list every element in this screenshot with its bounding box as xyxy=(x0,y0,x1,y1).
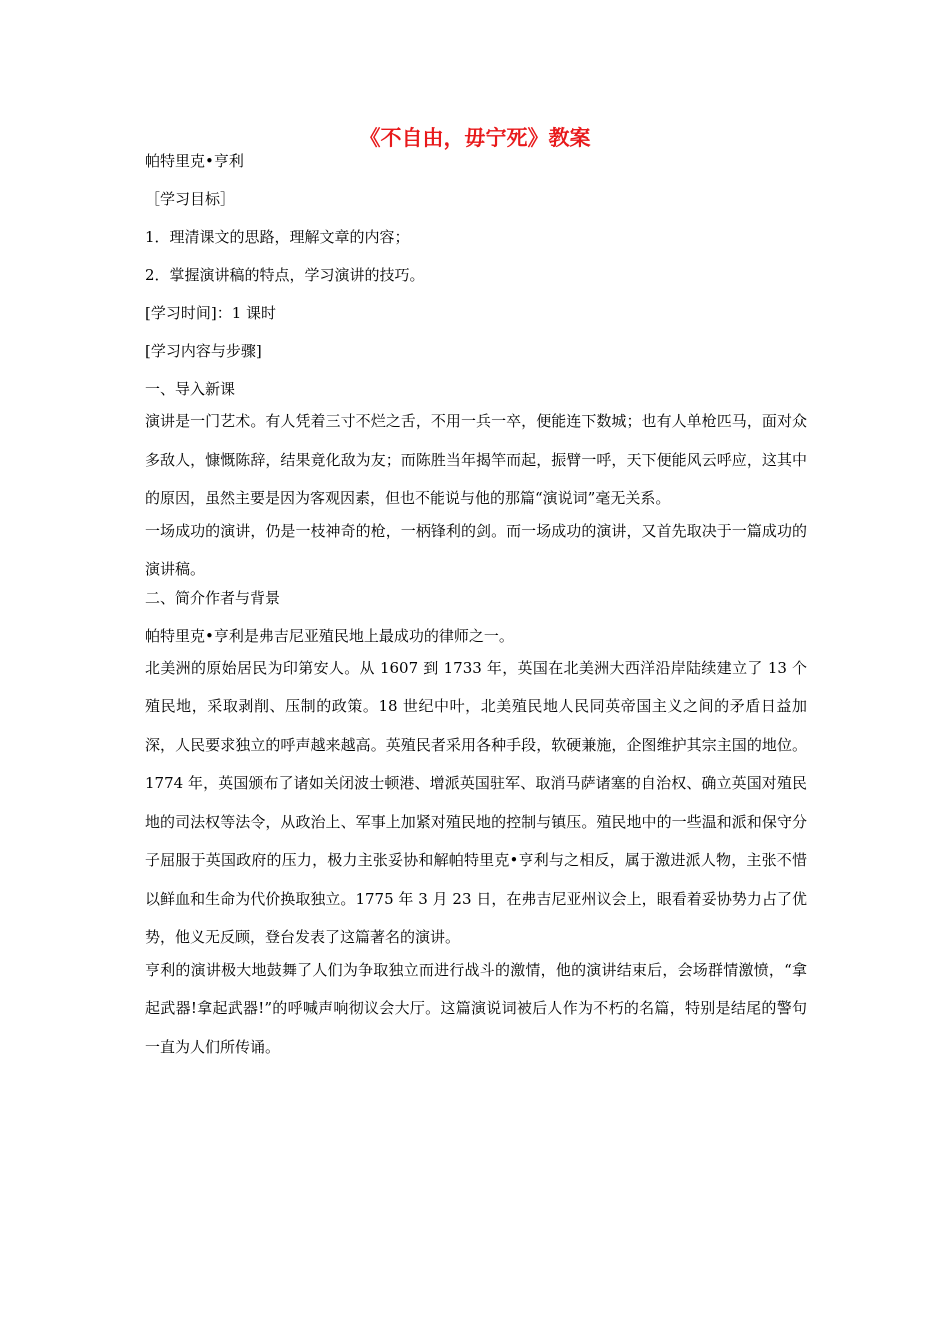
section-1-paragraph-1: 演讲是一门艺术。有人凭着三寸不烂之舌，不用一兵一卒，便能连下数城；也有人单枪匹马，面对众多敌人，慷慨陈辞，结果竟化敌为友；而陈胜当年揭竿而起，振臂一呼，天下便能风云呼应，这其中的原因，虽然主要是因为客观因素，但也不能说与他的那篇“演说词”毫无关系。 xyxy=(145,412,807,507)
section-1-heading: 一、导入新课 xyxy=(145,380,236,398)
document-body xyxy=(145,148,807,1060)
section-2-line-1: 帕特里克•亨利是弗吉尼亚殖民地上最成功的律师之一。 xyxy=(145,626,514,645)
author-line: 帕特里克•亨利 xyxy=(145,152,244,170)
section-2-paragraph-2: 亨利的演讲极大地鼓舞了人们为争取独立而进行战斗的激情，他的演讲结束后，会场群情激愤，“拿起武器!拿起武器!”的呼喊声响彻议会大厅。这篇演说词被后人作为不朽的名篇，特别是结尾的警句一直为人们所传诵。 xyxy=(145,960,807,1056)
objective-item-2: 2．掌握演讲稿的特点，学习演讲的技巧。 xyxy=(145,266,425,284)
objectives-heading: ［学习目标］ xyxy=(145,190,236,208)
section-1-paragraph-2: 一场成功的演讲，仍是一枝神奇的枪，一柄锋利的剑。而一场成功的演讲，又首先取决于一篇成功的演讲稿。 xyxy=(145,521,807,578)
study-time: [学习时间]：1 课时 xyxy=(145,304,277,322)
document-title: 《不自由，毋宁死》教案 xyxy=(359,125,591,150)
section-2-heading: 二、简介作者与背景 xyxy=(145,588,281,607)
objective-item-1: 1．理清课文的思路，理解文章的内容； xyxy=(145,228,410,246)
section-2-paragraph-1: 北美洲的原始居民为印第安人。从 1607 到 1733 年，英国在北美洲大西洋沿岸陆续建立了 13 个殖民地，采取剥削、压制的政策。18 世纪中叶，北美殖民地人民同英帝国主义之间的矛盾日益加深，人民要求独立的呼声越来越高。英殖民者采用各种手段，软硬兼施，企图维护其宗主国的地位。1774 年，英国颁布了诸如关闭波士顿港、增派英国驻军、取消马萨诸塞的自治权、确立英国对殖民地的司法权等法令，从政治上、军事上加紧对殖民地的控制与镇压。殖民地中的一些温和派和保守分子屈服于英国政府的压力，极力主张妥协和解帕特里克•亨利与之相反，属于激进派人物，主张不惜以鲜血和生命为代价换取独立。1775 年 3 月 23 日，在弗吉尼亚州议会上，眼看着妥协势力占了优势，他义无反顾，登台发表了这篇著名的演讲。 xyxy=(145,658,807,946)
content-heading: [学习内容与步骤] xyxy=(145,342,262,360)
